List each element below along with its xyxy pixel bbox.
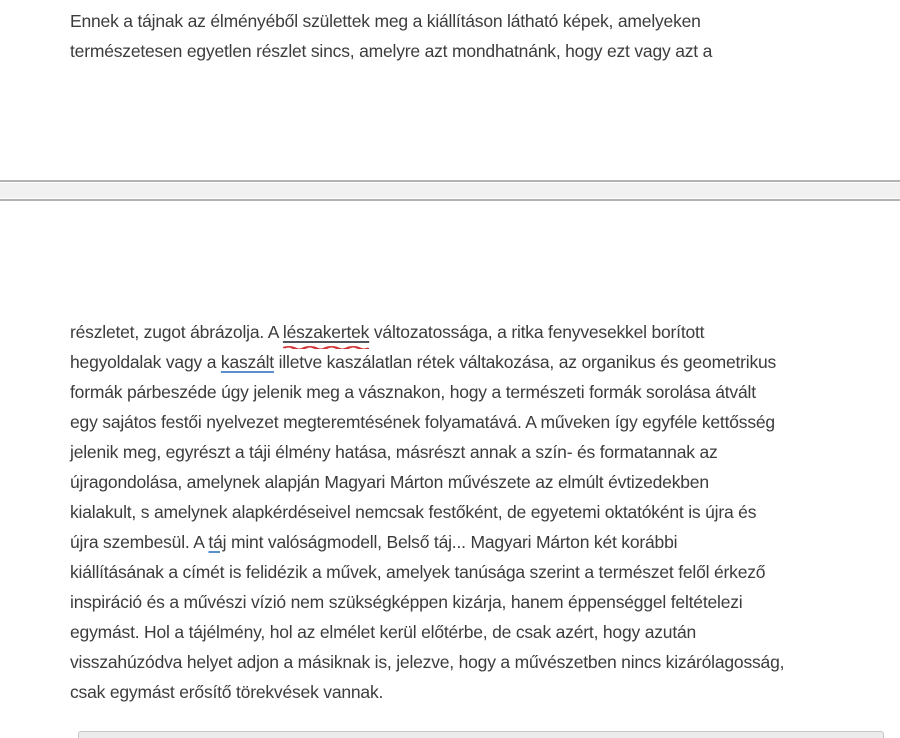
text-line: [70, 347, 890, 377]
text-segment: egy sajátos festői nyelvezet megteremtésének folyamatává. A műveken így egyféle kettősség: [70, 412, 775, 432]
text-segment: illetve kaszálatlan rétek váltakozása, az organikus és geometrikus: [273, 352, 777, 372]
text-line: [70, 407, 890, 437]
text-segment: újra szembesül. A: [70, 532, 209, 552]
page-break-divider: [0, 180, 900, 201]
text-line: [70, 467, 890, 497]
text-segment: egymást. Hol a tájélmény, hol az elmélet kerül előtérbe, de csak azért, hogy azután: [70, 622, 697, 642]
text-segment: kialakult, s amelynek alapkérdéseivel nemcsak festőként, de egyetemi oktatóként is újra és: [70, 502, 757, 522]
horizontal-scrollbar[interactable]: [78, 731, 884, 738]
text-segment: mint valóságmodell, Belső táj... Magyari Márton két korábbi: [226, 532, 678, 552]
text-line: [70, 377, 890, 407]
text-line: [70, 617, 890, 647]
text-segment: csak egymást erősítő törekvések vannak.: [70, 682, 384, 702]
underlined-word: táj: [208, 532, 227, 552]
text-line: [70, 647, 890, 677]
underlined-word: kaszált: [220, 352, 274, 372]
misspelled-word: [283, 317, 369, 347]
text-line: [70, 677, 890, 707]
text-segment: lészakertek: [282, 322, 370, 342]
text-segment: hegyoldalak vagy a: [70, 352, 221, 372]
text-segment: kiállításának a címét is felidézik a művek, amelyek tanúsága szerint a természet felől érkező: [70, 562, 766, 582]
text-line: [70, 587, 890, 617]
text-line: [70, 497, 890, 527]
text-segment: jelenik meg, egyrészt a táji élmény hatása, másrészt annak a szín- és formatannak az: [70, 442, 718, 462]
text-line: [70, 317, 890, 347]
text-segment: változatossága, a ritka fenyvesekkel borított: [369, 322, 705, 342]
text-segment: Ennek a tájnak az élményéből születtek meg a kiállításon látható képek, amelyeken: [70, 11, 701, 31]
text-line: [70, 6, 890, 36]
text-line: [70, 557, 890, 587]
text-segment: formák párbeszéde úgy jelenik meg a vásznakon, hogy a természeti formák sorolása átvált: [70, 382, 756, 402]
text-segment: természetesen egyetlen részlet sincs, amelyre azt mondhatnánk, hogy ezt vagy azt a: [70, 41, 713, 61]
text-line: [70, 527, 890, 557]
text-segment: inspiráció és a művészi vízió nem szükségképpen kizárja, hanem éppenséggel feltételezi: [70, 592, 743, 612]
text-line: [70, 437, 890, 467]
text-segment: újragondolása, amelynek alapján Magyari Márton művészete az elmúlt évtizedekben: [70, 472, 709, 492]
page-2-paragraph[interactable]: [70, 317, 890, 707]
text-line: [70, 36, 890, 66]
spellcheck-squiggle-icon: [283, 345, 369, 349]
text-segment: visszahúzódva helyet adjon a másiknak is, jelezve, hogy a művészetben nincs kizárólagosság,: [70, 652, 785, 672]
page-1-paragraph[interactable]: [70, 6, 890, 66]
text-segment: részletet, zugot ábrázolja. A: [70, 322, 283, 342]
